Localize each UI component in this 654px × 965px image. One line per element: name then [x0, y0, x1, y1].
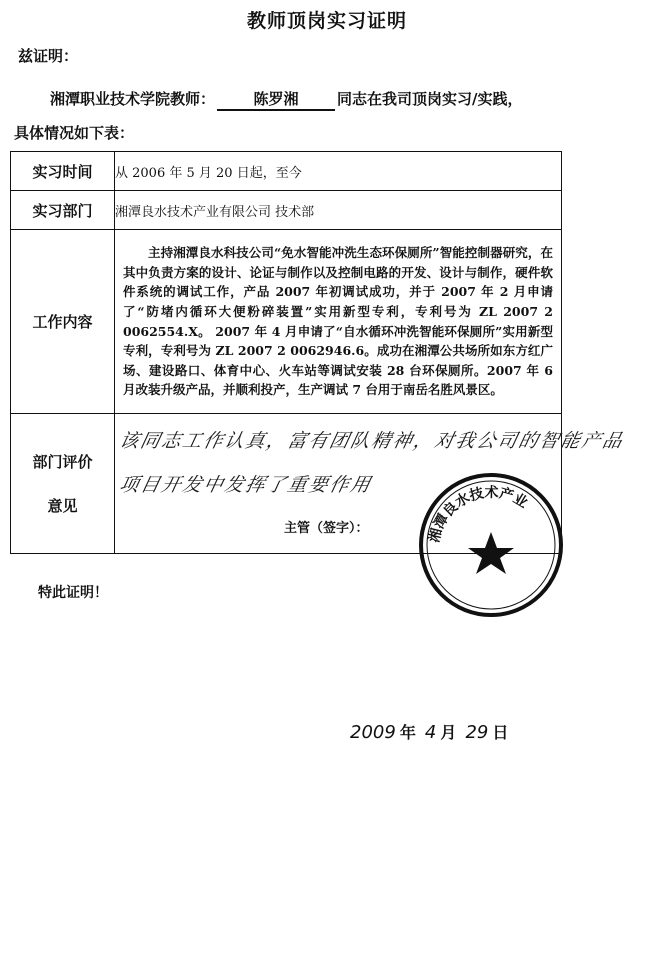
- handwritten-evaluation-line2: 项目开发中发挥了重要作用: [117, 474, 375, 496]
- row-value: 从 2006 年 5 月 20 日起，至今: [115, 152, 562, 191]
- year-unit: 年: [399, 723, 416, 742]
- row-label: 实习时间: [11, 152, 115, 191]
- stamp-text: 湘潭良水技术产业: [426, 484, 531, 545]
- day-unit: 日: [492, 723, 509, 742]
- row-label-line1: 部门评价: [32, 452, 93, 471]
- row-label-line2: 意见: [47, 496, 78, 515]
- handwritten-evaluation-line1: 该同志工作认真，富有团队精神，对我公司的智能产品: [117, 430, 627, 452]
- row-label: 工作内容: [11, 230, 115, 414]
- star-icon: [468, 532, 514, 574]
- lead-text: 具体情况如下表：: [14, 124, 135, 142]
- table-row: [11, 230, 562, 414]
- date-line: [350, 720, 512, 743]
- month-unit: 月: [440, 723, 457, 742]
- work-content-text: 主持湘潭良水科技公司“免水智能冲洗生态环保厕所”智能控制器研究，在其中负责方案的设计、论证与制作以及控制电路的开发、设计与制作，硬件软件系统的调试工作，产品 2007 年初调试成功，并于 2007 年 2 月申请了“防堵内循环大便粉碎装置”实用新型专利，专利号为 ZL 2007 2 0062554.X。 2007 年 4 月申请了“自水循环冲洗智能环保厕所”实用新型专利，专利号为 ZL 2007 2 0062946.6。成功在湘潭公共场所如东方红广场、建设路口、体育中心、火车站等调试安装 28 台环保厕所。2007 年 6 月改装升级产品，并顺利投产，生产调试 7 台用于南岳名胜风景区。: [123, 245, 553, 398]
- closing-text: 特此证明！: [38, 585, 108, 601]
- date-day: 29: [465, 722, 489, 743]
- company-stamp: [416, 470, 566, 620]
- greeting: 兹证明：: [18, 47, 79, 65]
- intro-prefix: 湘潭职业技术学院教师：: [50, 90, 216, 108]
- table-row: [11, 191, 562, 230]
- row-value: 湘潭良水技术产业有限公司 技术部: [115, 191, 562, 230]
- document-title: 教师顶岗实习证明: [246, 10, 407, 32]
- row-value: [115, 230, 562, 414]
- svg-text:湘潭良水技术产业: [425, 484, 530, 544]
- row-label: 实习部门: [11, 191, 115, 230]
- date-month: 4: [424, 722, 437, 743]
- table-row: [11, 152, 562, 191]
- supervisor-signature-label: 主管（签字）：: [284, 521, 369, 536]
- intro-line: [50, 88, 523, 111]
- date-year: 2009: [350, 722, 396, 743]
- row-label: [11, 414, 115, 554]
- intro-suffix: 同志在我司顶岗实习/实践，: [337, 90, 523, 108]
- teacher-name: 陈罗湘: [217, 88, 335, 111]
